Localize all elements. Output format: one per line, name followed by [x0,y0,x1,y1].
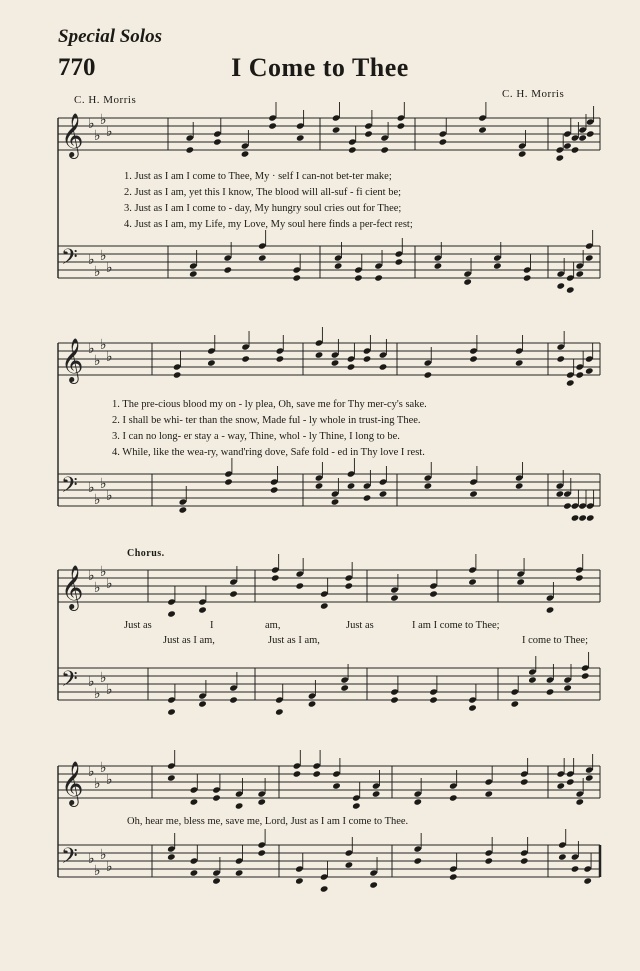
note-head [380,146,389,153]
note-head [566,778,575,785]
flat-icon: ♭ [100,671,107,686]
note-head [257,798,266,805]
chorus-word: Just as [124,620,152,631]
flat-icon: ♭ [100,338,107,353]
chorus-bass-word: Just as I am, [268,635,320,646]
note-head [293,770,302,777]
note-head [523,274,532,281]
note-head [308,700,317,707]
note-head [379,490,388,497]
chorus-word: I [210,620,214,631]
note-head [484,790,493,797]
flat-icon: ♭ [106,261,113,276]
hymn-title: I Come to Thee [231,53,409,82]
flat-icon: ♭ [106,350,113,365]
flat-icon: ♭ [88,481,95,496]
note-head [556,282,565,289]
note-head [515,359,524,366]
note-head [347,363,356,370]
note-head [213,138,222,145]
note-head [312,770,321,777]
flat-icon: ♭ [88,569,95,584]
verse-2-line-a: 2. Just as I am, yet this I know, The blood will all-suf - fi cient be; [124,187,402,198]
hymn-number: 770 [58,54,96,81]
note-head [189,270,198,277]
note-head [571,514,580,521]
flat-icon: ♭ [106,577,113,592]
note-head [354,274,363,281]
note-head [295,877,304,884]
words-credit: C. H. Morris [74,94,137,106]
note-head [413,857,422,864]
note-head [463,278,472,285]
note-head [363,494,372,501]
flat-icon: ♭ [94,265,101,280]
note-head [347,482,356,489]
section-title: Special Solos [58,26,162,47]
note-head [235,802,244,809]
note-head [212,877,221,884]
note-head [585,774,594,781]
note-head [556,154,565,161]
note-head [348,146,357,153]
note-head [224,478,233,485]
flat-icon: ♭ [94,129,101,144]
flat-icon: ♭ [94,493,101,508]
note-head [449,873,458,880]
note-head [374,274,383,281]
note-head [258,254,267,261]
flat-icon: ♭ [88,117,95,132]
note-head [434,262,443,269]
note-head [257,849,266,856]
note-head [556,490,565,497]
note-head [571,865,580,872]
note-head [295,582,304,589]
note-head [186,146,195,153]
note-head [315,482,324,489]
note-head [167,774,176,781]
note-head [566,286,575,293]
note-head [334,262,343,269]
note-head [207,359,216,366]
note-head [275,708,284,715]
flat-icon: ♭ [94,687,101,702]
note-head [578,134,587,141]
note-head [344,582,353,589]
bass-clef-icon: 𝄢 [61,667,78,697]
flat-icon: ♭ [94,581,101,596]
note-head [520,778,529,785]
note-head [167,610,176,617]
note-head [575,270,584,277]
chorus-word: am, [265,620,281,631]
flat-icon: ♭ [88,852,95,867]
note-head [429,696,438,703]
flat-icon: ♭ [100,848,107,863]
bass-clef-icon: 𝄢 [61,844,78,874]
note-head [223,266,232,273]
note-head [390,594,399,601]
flat-icon: ♭ [88,342,95,357]
chorus-bass-word: I come to Thee; [522,635,588,646]
note-head [229,590,238,597]
note-head [468,704,477,711]
note-head [469,490,478,497]
note-head [518,150,527,157]
note-head [271,574,280,581]
verse-2-line-b: 2. I shall be whi- ter than the snow, Made ful - ly whole in trust-ing Thee. [112,415,421,426]
flat-icon: ♭ [100,761,107,776]
note-head [566,379,575,386]
flat-icon: ♭ [106,683,113,698]
flat-icon: ♭ [106,489,113,504]
note-head [198,700,207,707]
flat-icon: ♭ [106,773,113,788]
flat-icon: ♭ [88,765,95,780]
note-head [363,355,372,362]
note-head [235,869,244,876]
music-credit: C. H. Morris [502,88,565,100]
note-head [575,798,584,805]
flat-icon: ♭ [88,675,95,690]
note-head [315,351,324,358]
flat-icon: ♭ [94,864,101,879]
note-head [352,802,361,809]
note-head [578,514,587,521]
note-head [585,254,594,261]
flat-icon: ♭ [100,477,107,492]
note-head [469,355,478,362]
note-head [528,676,537,683]
note-head [558,853,567,860]
note-head [581,672,590,679]
note-head [395,258,404,265]
note-head [331,359,340,366]
note-head [241,150,250,157]
chorus-final-line: Oh, hear me, bless me, save me, Lord, Just as I am I come to Thee. [127,816,409,827]
note-head [332,782,341,789]
note-head [179,506,188,513]
note-head [276,355,285,362]
note-head [173,371,182,378]
note-head [268,122,277,129]
note-head [424,371,433,378]
note-head [478,126,487,133]
note-head [424,482,433,489]
note-head [320,602,329,609]
note-head [575,574,584,581]
note-head [331,498,340,505]
verse-3-line-b: 3. I can no long- er stay a - way, Thine, whol - ly Thine, I long to be. [112,431,400,442]
note-head [167,853,176,860]
bass-clef-icon: 𝄢 [61,245,78,275]
verse-1-line-a: 1. Just as I am I come to Thee, My · self I can-not bet-ter make; [124,171,392,182]
note-head [511,700,520,707]
note-head [292,274,301,281]
note-head [493,262,502,269]
note-head [229,696,238,703]
treble-clef-icon: 𝄞 [61,761,84,805]
note-head [586,130,595,137]
note-head [439,138,448,145]
note-head [190,869,199,876]
flat-icon: ♭ [106,125,113,140]
bass-clef-icon: 𝄢 [61,473,78,503]
note-head [484,857,493,864]
verse-3-line-a: 3. Just as I am I come to - day, My hungry soul cries out for Thee; [124,203,402,214]
flat-icon: ♭ [94,777,101,792]
note-head [515,482,524,489]
note-head [332,126,341,133]
flat-icon: ♭ [100,565,107,580]
note-head [198,606,207,613]
note-head [585,367,594,374]
note-head [390,696,399,703]
verse-4-line-b: 4. While, like the wea-ry, wand'ring dove, Safe fold - ed in Thy love I rest. [112,447,425,458]
chorus-word: I am I come to Thee; [412,620,500,631]
note-head [583,877,592,884]
note-head [296,134,305,141]
note-head [546,606,555,613]
note-head [429,590,438,597]
note-head [241,355,250,362]
note-head [516,578,525,585]
note-head [556,355,565,362]
note-head [575,371,584,378]
note-head [563,684,572,691]
note-head [379,363,388,370]
flat-icon: ♭ [100,249,107,264]
flat-icon: ♭ [94,354,101,369]
note-head [546,688,555,695]
note-head [167,708,176,715]
note-head [586,514,595,521]
treble-clef-icon: 𝄞 [61,113,84,157]
chorus-bass-word: Just as I am, [163,635,215,646]
chorus-label: Chorus. [127,548,165,559]
note-head [563,502,572,509]
treble-clef-icon: 𝄞 [61,338,84,382]
verse-1-line-b: 1. The pre-cious blood my on - ly plea, Oh, save me for Thy mer-cy's sake. [112,399,427,410]
note-head [320,885,329,892]
note-head [449,794,458,801]
note-head [212,794,221,801]
note-head [345,861,354,868]
note-head [468,578,477,585]
note-head [270,486,279,493]
note-head [364,130,373,137]
note-head [190,798,199,805]
note-head [413,798,422,805]
note-head [571,146,580,153]
flat-icon: ♭ [100,113,107,128]
verse-4-line-a: 4. Just as I am, my Life, my Love, My soul here finds a per-fect rest; [124,219,413,230]
note-head [340,684,349,691]
treble-clef-icon: 𝄞 [61,565,84,609]
note-head [563,142,572,149]
note-head [369,881,378,888]
chorus-word: Just as [346,620,374,631]
note-head [397,122,406,129]
note-head [372,790,381,797]
note-head [556,782,565,789]
flat-icon: ♭ [88,253,95,268]
note-head [520,857,529,864]
flat-icon: ♭ [106,860,113,875]
